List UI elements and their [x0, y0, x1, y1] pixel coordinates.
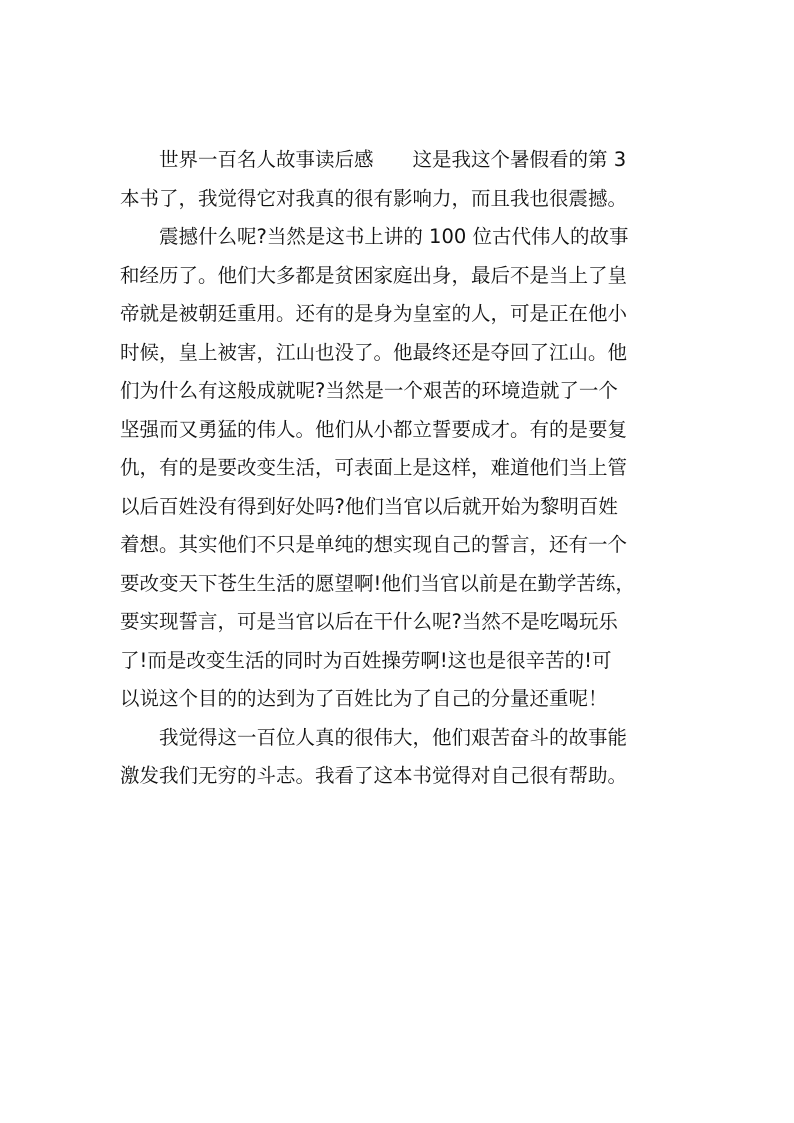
text-line: 以说这个目的的达到为了百姓比为了自己的分量还重呢！: [120, 687, 608, 710]
text-line: 要实现誓言，可是当官以后在干什么呢?当然不是吃喝玩乐: [120, 610, 618, 633]
text-line: 要改变天下苍生生活的愿望啊!他们当官以前是在勤学苦练，: [120, 571, 635, 595]
text-line: 了!而是改变生活的同时为百姓操劳啊!这也是很辛苦的!可: [120, 648, 612, 672]
text-line: 仇，有的是要改变生活，可表面上是这样，难道他们当上管: [120, 456, 628, 479]
text-line: 们为什么有这般成就呢?当然是一个艰苦的环境造就了一个: [120, 379, 618, 402]
text-line: 我觉得这一百位人真的很伟大，他们艰苦奋斗的故事能: [120, 725, 628, 749]
text-line: 本书了，我觉得它对我真的很有影响力，而且我也很震撼。: [120, 186, 628, 210]
text-line: 坚强而又勇猛的伟人。他们从小都立誓要成才。有的是要复: [120, 417, 628, 441]
text-line: 震撼什么呢?当然是这书上讲的 100 位古代伟人的故事: [120, 225, 629, 248]
text-line: 着想。其实他们不只是单纯的想实现自己的誓言，还有一个: [120, 533, 628, 556]
text-line: 和经历了。他们大多都是贫困家庭出身，最后不是当上了皇: [120, 263, 628, 287]
text-line: 以后百姓没有得到好处吗?他们当官以后就开始为黎明百姓: [120, 494, 618, 518]
text-line: 激发我们无穷的斗志。我看了这本书觉得对自己很有帮助。: [120, 764, 628, 787]
text-line: 世界一百名人故事读后感 这是我这个暑假看的第 3: [120, 148, 627, 171]
text-line: 时候，皇上被害，江山也没了。他最终还是夺回了江山。他: [120, 340, 628, 364]
essay-body: [120, 145, 680, 800]
text-line: 帝就是被朝廷重用。还有的是身为皇室的人，可是正在他小: [120, 302, 628, 325]
